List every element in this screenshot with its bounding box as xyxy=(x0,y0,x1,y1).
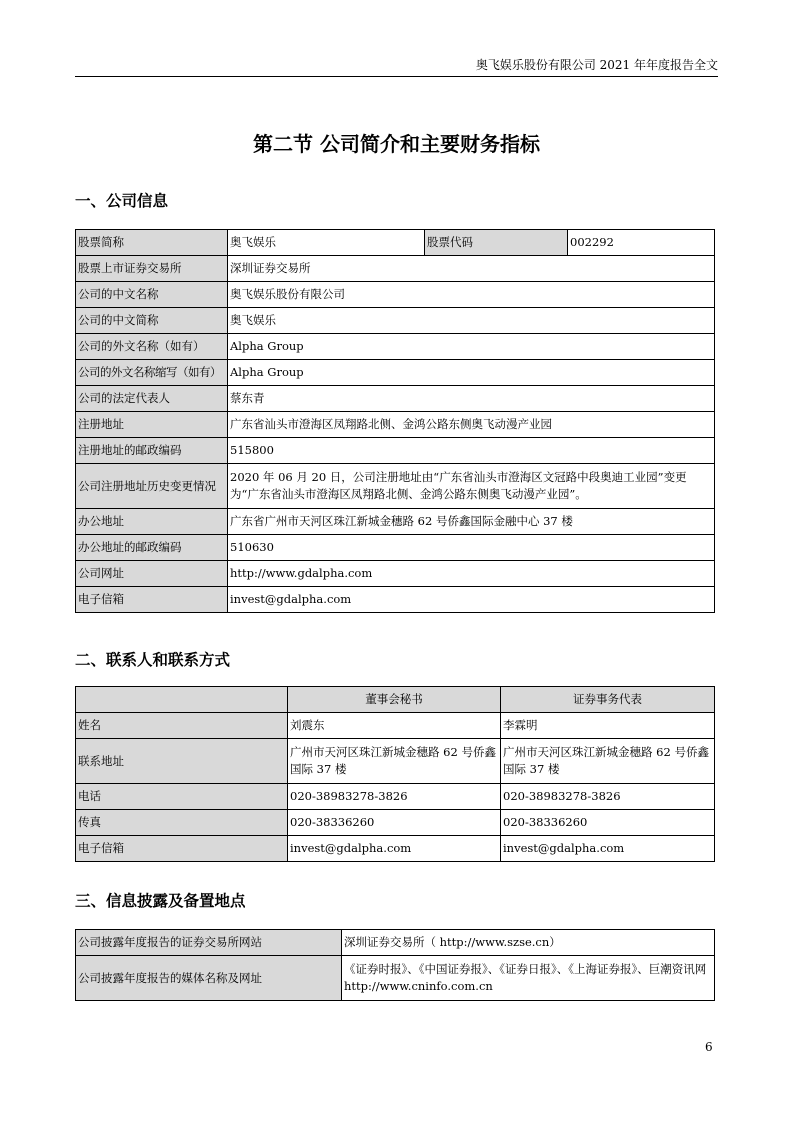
section-heading-company-info: 一、公司信息 xyxy=(75,192,169,210)
row-label: 公司的中文名称 xyxy=(76,282,228,308)
column-header: 董事会秘书 xyxy=(288,687,501,713)
contacts-table xyxy=(75,686,715,862)
row-label: 办公地址 xyxy=(76,509,228,535)
table-row xyxy=(76,509,715,535)
row-label: 电子信箱 xyxy=(76,836,288,862)
row-value: 2020 年 06 月 20 日，公司注册地址由“广东省汕头市澄海区文冠路中段奥迪工业园”变更为“广东省汕头市澄海区凤翔路北侧、金鸿公路东侧奥飞动漫产业园”。 xyxy=(228,464,715,509)
table-row xyxy=(76,561,715,587)
row-value: 515800 xyxy=(228,438,715,464)
row-value: 510630 xyxy=(228,535,715,561)
exchange-website-link[interactable]: 深圳证券交易所（ http://www.szse.cn） xyxy=(342,930,715,956)
row-value: 深圳证券交易所 xyxy=(228,256,715,282)
secretary-value: 020-38336260 xyxy=(288,810,501,836)
table-row xyxy=(76,230,715,256)
table-row xyxy=(76,836,715,862)
company-email-link[interactable]: invest@gdalpha.com xyxy=(228,587,715,613)
company-info-table xyxy=(75,229,715,613)
table-row xyxy=(76,360,715,386)
column-header: 证券事务代表 xyxy=(501,687,715,713)
section-heading-contacts: 二、联系人和联系方式 xyxy=(75,651,231,669)
representative-email-link[interactable]: invest@gdalpha.com xyxy=(501,836,715,862)
table-row xyxy=(76,784,715,810)
table-row xyxy=(76,587,715,613)
table-row xyxy=(76,464,715,509)
page-title: 第二节 公司简介和主要财务指标 xyxy=(253,132,540,156)
section-heading-disclosure: 三、信息披露及备置地点 xyxy=(75,892,246,910)
table-row xyxy=(76,256,715,282)
row-label: 注册地址 xyxy=(76,412,228,438)
row-value: 广东省广州市天河区珠江新城金穗路 62 号侨鑫国际金融中心 37 楼 xyxy=(228,509,715,535)
secretary-value: 020-38983278-3826 xyxy=(288,784,501,810)
row-label: 电话 xyxy=(76,784,288,810)
table-row xyxy=(76,412,715,438)
row-label: 公司注册地址历史变更情况 xyxy=(76,464,228,509)
representative-value: 020-38336260 xyxy=(501,810,715,836)
row-label: 办公地址的邮政编码 xyxy=(76,535,228,561)
row-value: 奥飞娱乐 xyxy=(228,308,715,334)
row-label: 电子信箱 xyxy=(76,587,228,613)
row-label: 公司的中文简称 xyxy=(76,308,228,334)
page-number: 6 xyxy=(705,1040,713,1054)
table-row xyxy=(76,282,715,308)
table-row xyxy=(76,713,715,739)
company-website-link[interactable]: http://www.gdalpha.com xyxy=(228,561,715,587)
row-label: 姓名 xyxy=(76,713,288,739)
row-label: 公司的法定代表人 xyxy=(76,386,228,412)
row-label: 股票上市证券交易所 xyxy=(76,256,228,282)
table-row xyxy=(76,930,715,956)
row-value: 奥飞娱乐股份有限公司 xyxy=(228,282,715,308)
row-label: 公司的外文名称（如有） xyxy=(76,334,228,360)
representative-value: 广州市天河区珠江新城金穗路 62 号侨鑫国际 37 楼 xyxy=(501,739,715,784)
running-header: 奥飞娱乐股份有限公司 2021 年年度报告全文 xyxy=(75,56,718,77)
disclosure-table xyxy=(75,929,715,1001)
table-row xyxy=(76,956,715,1001)
secretary-value: 刘震东 xyxy=(288,713,501,739)
row-value: 蔡东青 xyxy=(228,386,715,412)
table-row xyxy=(76,810,715,836)
row-label: 股票代码 xyxy=(425,230,568,256)
secretary-value: 广州市天河区珠江新城金穗路 62 号侨鑫国际 37 楼 xyxy=(288,739,501,784)
secretary-email-link[interactable]: invest@gdalpha.com xyxy=(288,836,501,862)
row-label: 联系地址 xyxy=(76,739,288,784)
table-header-row xyxy=(76,687,715,713)
row-label: 公司网址 xyxy=(76,561,228,587)
column-header xyxy=(76,687,288,713)
table-row xyxy=(76,308,715,334)
table-row xyxy=(76,386,715,412)
table-row xyxy=(76,535,715,561)
table-row xyxy=(76,334,715,360)
row-value: 002292 xyxy=(568,230,715,256)
representative-value: 020-38983278-3826 xyxy=(501,784,715,810)
row-value: Alpha Group xyxy=(228,334,715,360)
row-value: Alpha Group xyxy=(228,360,715,386)
row-value: 奥飞娱乐 xyxy=(228,230,425,256)
table-row xyxy=(76,438,715,464)
row-label: 传真 xyxy=(76,810,288,836)
row-label: 公司披露年度报告的证券交易所网站 xyxy=(76,930,342,956)
row-label: 公司披露年度报告的媒体名称及网址 xyxy=(76,956,342,1001)
row-label: 注册地址的邮政编码 xyxy=(76,438,228,464)
row-label: 股票简称 xyxy=(76,230,228,256)
table-row xyxy=(76,739,715,784)
representative-value: 李霖明 xyxy=(501,713,715,739)
row-label: 公司的外文名称缩写（如有） xyxy=(76,360,228,386)
media-website-link[interactable]: 《证券时报》、《中国证券报》、《证券日报》、《上海证券报》、巨潮资讯网 http://www.cninfo.com.cn xyxy=(342,956,715,1001)
row-value: 广东省汕头市澄海区凤翔路北侧、金鸿公路东侧奥飞动漫产业园 xyxy=(228,412,715,438)
